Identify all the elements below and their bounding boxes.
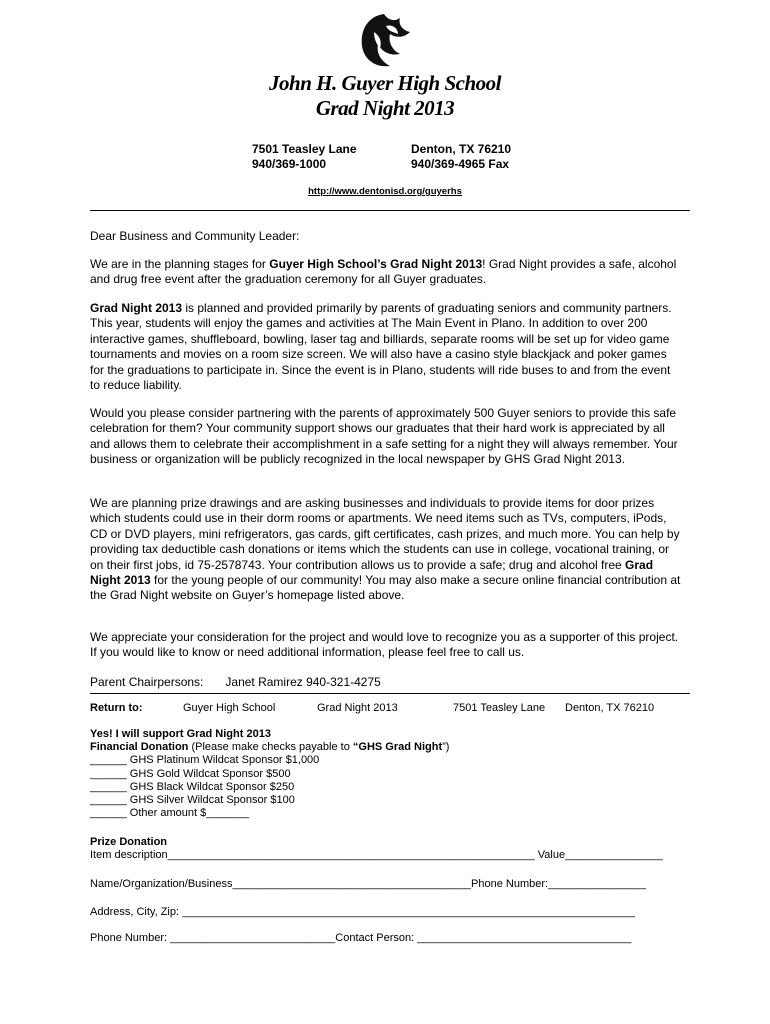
return-event: Grad Night 2013 xyxy=(317,702,398,714)
paragraph-prizes xyxy=(90,496,682,604)
event-title: Grad Night 2013 xyxy=(315,96,455,120)
chair-label: Parent Chairpersons: xyxy=(90,675,204,689)
item-description-field[interactable]: Item description____________________________________________________________ Value________________ xyxy=(90,849,663,862)
chair-name: Janet Ramirez 940-321-4275 xyxy=(225,675,381,689)
bold-text: Guyer High School’s Grad Night 2013 xyxy=(269,257,483,271)
financial-donation-line xyxy=(90,741,449,754)
phone-contact-field[interactable]: Phone Number: ___________________________Contact Person: ___________________________________ xyxy=(90,932,632,944)
school-title: John H. Guyer High School xyxy=(269,71,501,95)
bold-text: Prize Donation xyxy=(90,836,168,848)
return-school: Guyer High School xyxy=(183,702,276,714)
text-span: We are planning prize drawings and are asking businesses and individuals to provide items for door prizes which students could use in their dorm rooms or apartments. We need items such as TVs, computers, iPods, CD or DVD players, mini refrigerators, gas cards, gift certificates, cash prizes, and much more. You can help by providing tax deductible cash donations or items which the students can use in college, vocational training, or on their first jobs, id 75-2578743. Your contribution allows us to provide a safe; drug and alcohol free xyxy=(90,496,680,572)
sponsor-option[interactable]: ______ GHS Silver Wildcat Sponsor $100 xyxy=(90,794,295,807)
bold-text: Grad Night 2013 xyxy=(90,301,183,315)
address-block-right xyxy=(411,142,511,172)
sponsor-option[interactable]: ______ GHS Platinum Wildcat Sponsor $1,000 xyxy=(90,754,320,767)
text-span: We are in the planning stages for xyxy=(90,257,270,271)
salutation: Dear Business and Community Leader: xyxy=(90,229,300,243)
wildcat-logo xyxy=(356,12,412,70)
address-block-left xyxy=(252,142,357,172)
street-address: 7501 Teasley Lane xyxy=(252,142,357,156)
phone-number: 940/369-1000 xyxy=(252,157,327,171)
city-address: Denton, TX 76210 xyxy=(411,142,512,156)
name-organization-field[interactable]: Name/Organization/Business_______________________________________Phone Number:________________ xyxy=(90,878,646,890)
address-field[interactable]: Address, City, Zip: __________________________________________________________________________ xyxy=(90,906,635,918)
sponsor-option[interactable]: ______ GHS Black Wildcat Sponsor $250 xyxy=(90,780,295,793)
bold-text: “GHS Grad Night xyxy=(352,741,443,754)
header-divider xyxy=(90,210,690,211)
website-link[interactable]: http://www.dentonisd.org/guyerhs xyxy=(308,186,462,197)
return-street: 7501 Teasley Lane xyxy=(453,702,546,714)
paragraph-event-details xyxy=(90,301,682,393)
text-span: ! Grad Night provides a safe, alcohol and drug free event after the graduation ceremony for all Guyer graduates. xyxy=(90,257,677,287)
return-label: Return to: xyxy=(90,702,143,714)
fax-number: 940/369-4965 Fax xyxy=(411,157,510,171)
paragraph-intro xyxy=(90,257,682,288)
text-span: is planned and provided primarily by parents of graduating seniors and community partners. This year, students will enjoy the games and activities at The Main Event in Plano. In addition to over 200 interactive games, shuffleboard, bowling, laser tag and billiards, separate rooms will be set up for video game tournaments and movies on a room size screen. We will also have a casino style blackjack and poker games for the graduations to participate in. Since the event is in Plano, students will ride buses to and from the event to reduce liability. xyxy=(90,301,672,393)
bold-text: Yes! I will support Grad Night 2013 xyxy=(90,728,271,740)
financial-donation-section xyxy=(90,728,449,820)
return-city: Denton, TX 76210 xyxy=(565,702,655,714)
sponsor-option[interactable]: ______ Other amount $_______ xyxy=(90,807,250,820)
return-address-row xyxy=(90,702,690,718)
bold-text: Financial Donation xyxy=(90,741,189,754)
paragraph-partnership: Would you please consider partnering with the parents of approximately 500 Guyer seniors to provide this safe celebration for them? Your community support shows our graduates that their hard work is appreciated by all and allows them to celebrate their accomplishment in a safe setting for a night they will always remember. Your business or organization will be publicly recognized in the local newspaper by GHS Grad Night 2013. xyxy=(90,406,678,467)
prize-donation-section xyxy=(90,836,663,862)
text-span: (Please make checks payable to xyxy=(188,741,353,754)
parent-chairpersons xyxy=(90,675,682,690)
sponsor-option[interactable]: ______ GHS Gold Wildcat Sponsor $500 xyxy=(90,767,291,780)
form-divider xyxy=(90,693,690,694)
text-span: ”) xyxy=(442,741,450,754)
paragraph-closing: We appreciate your consideration for the project and would love to recognize you as a supporter of this project. If you would like to know or need additional information, please feel free to call us. xyxy=(90,630,679,660)
text-span: for the young people of our community! You may also make a secure online financial contribution at the Grad Night website on Guyer’s homepage listed above. xyxy=(90,573,681,603)
bold-text: Grad Night 2013 xyxy=(90,557,654,588)
support-heading xyxy=(90,728,449,741)
prize-heading xyxy=(90,836,663,849)
